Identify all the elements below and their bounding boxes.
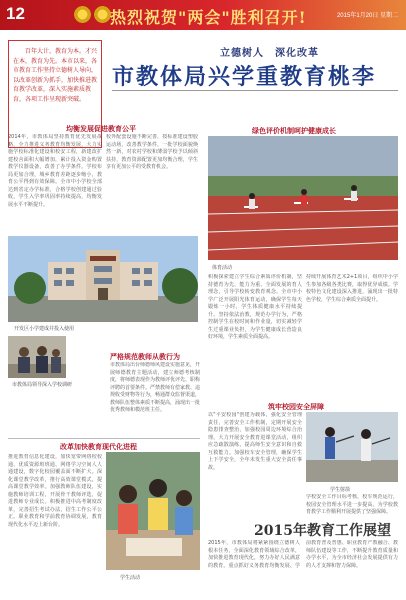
green-text-1: 积极探索建立学生综合素质评价机制，坚持德育为先、能力为重、全面发展的育人理念，引导学校转变教育观念。全市中小学广泛开展阳光体育运动，确保学生每天锻炼一小时，学生体质健康水平持续提升。坚持依法治教，规范办学行为，严格控制学生在校时间和作业量，切实减轻学生过重课业负担，为学生健康成长营造良好环境，学生素质全面提高。	[208, 274, 302, 340]
school-photo-caption: 开发区小学建成并投入使用	[14, 326, 75, 332]
leaders-photo-caption: 市教体局领导深入学校调研	[12, 382, 73, 388]
sports-photo-caption: 体育活动	[212, 265, 233, 271]
page-header	[0, 0, 406, 30]
party-emblem-icon	[74, 6, 91, 23]
headline-title: 市教体局兴学重教育桃李	[112, 64, 377, 90]
section-title-modern: 改革加快教育现代化进程	[60, 442, 137, 451]
students-photo	[106, 452, 200, 570]
safety-text-2: 学校安全工作目标考核，校车规范运行，校园安全管理水平进一步提高，为学校教育教学工作顺利开展提供了坚强保障。	[306, 494, 398, 515]
leaders-photo	[8, 336, 66, 378]
section-title-green: 绿色评价机制呵护健康成长	[252, 126, 336, 135]
section-title-outlook: 2015年教育工作展望	[254, 523, 391, 539]
students-photo-caption: 学生活动	[120, 575, 141, 581]
page-number: 12	[6, 4, 25, 23]
section-divider	[8, 438, 200, 439]
balance-text-2: 校外配套设施不断完善，按标准建设塑胶运动场，改善教学条件，一批学校面貌焕然一新，对农村学校和薄弱学校予以倾斜扶持，教育资源配置更加均衡合理，学生享有更加公平的受教育机会。	[106, 134, 198, 170]
balance-text-1: 2014年，市教体局坚持教育优先发展战略，全力推进义务教育均衡发展，大力实施学校标准化建设和校安工程，新建改扩建校舍面积大幅增加，累计投入资金购置教学仪器设备，改善了办学条件。学校布局更加合理，城乡教育差距逐步缩小，教育公平得到有效保障。全市中小学校全部达到省定办学标准，合格学校创建通过验收，学生入学率巩固率持续提高，均衡发展水平不断提升。	[8, 134, 102, 208]
outlook-text: 2015年，市教体局将紧紧围绕立德树人根本任务，全面深化教育领域综合改革，加快推进教育现代化，努力办好人民满意的教育。重点抓好义务教育均衡发展、学前教育普及普惠、职业教育产教融合、教师队伍建设等工作，不断提升教育质量和办学水平，为全市经济社会发展提供有力的人才支撑和智力保障。	[208, 540, 398, 569]
section-title-standards: 严格规范教师从教行为	[110, 352, 180, 361]
safety-text: 以"平安校园"创建为载体，强化安全管理责任，完善安全工作机制，定期开展安全隐患排查整治，加强校园周边环境综合治理。大力开展安全教育进课堂活动，组织应急疏散演练，提高师生安全意识和自救互救能力。加强校车安全管理，确保学生上下学安全，全年未发生重大安全责任事故。	[208, 412, 302, 471]
archery-photo-caption: 学生射箭	[330, 487, 351, 493]
archery-photo	[306, 412, 398, 482]
green-text-2: 持续开展体育艺术2+1项目，组织中小学生参加各级各类比赛，取得优异成绩。学校特色文化建设深入推进，涌现出一批特色学校，学生综合素质全面提升。	[306, 274, 398, 303]
sports-track-photo	[208, 136, 398, 260]
intro-text: 百年大计，教育为本。才兴在本，教育为先。本市以来，各市教育工作坚持立德树人导向，以改革创新为抓手，加快推进教育教学改革，深入实施素质教育，各项工作呈现新突破。	[13, 48, 98, 103]
section-title-balance: 均衡发展促进教育公平	[66, 124, 136, 133]
standards-text: 市教体局出台师德师风建设实施意见，开展师德教育主题活动，建立师德考核制度，将师德表现作为教师评优评先、职称评聘的首要条件。严禁教师有偿家教、违规收受财物等行为，畅通群众监督渠道，教师队伍整体素质不断提高，涌现出一批优秀教师和模范班主任。	[110, 362, 200, 413]
modern-text: 推进教育信息化建设，加快宽带网络校校通、优质资源班班通、网络学习空间人人通建设，数字化校园覆盖面不断扩大。深化课堂教学改革，推行高效课堂模式，提高课堂教学效率。加强教师队伍建设，实施教师培训工程，开展骨干教师评选，促进教师专业成长。积极推进中高考制度改革，完善招生考试办法，招生工作公平公正。职业教育和学前教育协调发展，教育现代化水平迈上新台阶。	[8, 454, 102, 528]
national-emblem-icon	[94, 6, 111, 23]
headline-kicker: 立德树人 深化改革	[220, 48, 319, 59]
school-building-photo	[8, 236, 198, 322]
issue-date: 2015年1月20日 星期二	[336, 13, 398, 19]
headline-divider	[112, 90, 398, 91]
header-title: 热烈祝贺"两会"胜利召开!	[110, 8, 307, 27]
section-title-safety: 筑牢校园安全屏障	[268, 402, 324, 411]
